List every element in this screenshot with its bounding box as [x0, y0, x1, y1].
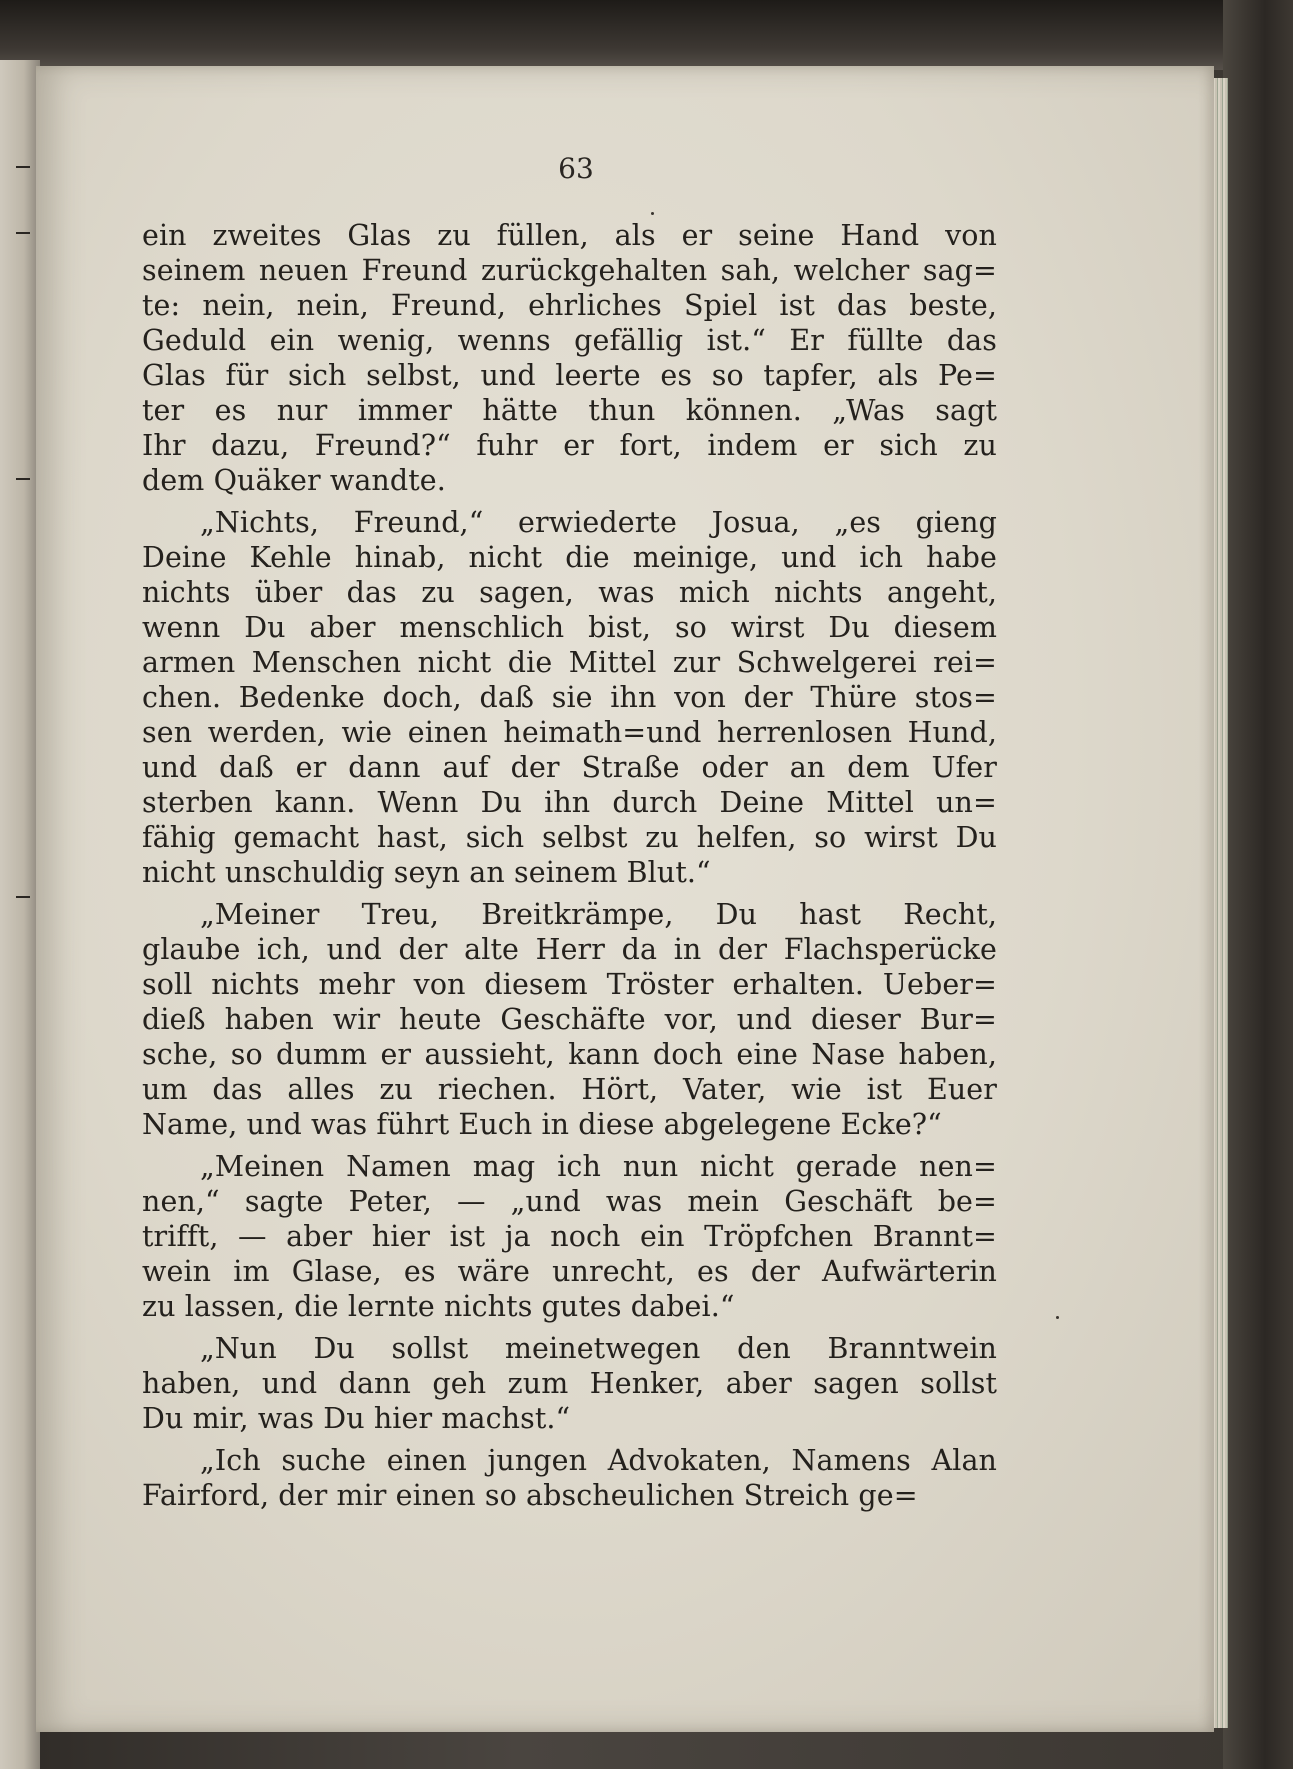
text-line: trifft, — aber hier ist ja noch ein Tröpfchen Brannt=	[142, 1220, 997, 1253]
binding-thread-mark	[16, 478, 30, 480]
paragraph-gap	[142, 498, 997, 505]
binding-thread-mark	[16, 166, 30, 168]
text-line: nicht unschuldig seyn an seinem Blut.“	[142, 856, 711, 889]
text-line: um das alles zu riechen. Hört, Vater, wie ist Euer	[142, 1073, 997, 1106]
paper-speck	[651, 212, 654, 215]
text-line: ter es nur immer hätte thun können. „Was sagt	[142, 394, 997, 427]
paragraph-gap	[142, 1142, 997, 1149]
text-line: haben, und dann geh zum Henker, aber sagen sollst	[142, 1367, 997, 1400]
text-line: dieß haben wir heute Geschäfte vor, und dieser Bur=	[142, 1003, 997, 1036]
text-line: Deine Kehle hinab, nicht die meinige, und ich habe	[142, 541, 997, 574]
paper-speck	[1056, 1316, 1059, 1319]
text-line: „Nichts, Freund,“ erwiederte Josua, „es gieng	[200, 506, 997, 539]
paragraph	[142, 1331, 997, 1436]
text-line: chen. Bedenke doch, daß sie ihn von der Thüre stos=	[142, 681, 997, 714]
text-line: fähig gemacht hast, sich selbst zu helfen, so wirst Du	[142, 821, 997, 854]
text-line: sen werden, wie einen heimath=und herrenlosen Hund,	[142, 716, 997, 749]
text-line: ein zweites Glas zu füllen, als er seine Hand von	[142, 219, 997, 252]
facing-page-edge	[0, 60, 40, 1769]
text-line: seinem neuen Freund zurückgehalten sah, welcher sag=	[142, 254, 997, 287]
binding-thread-mark	[16, 896, 30, 898]
paragraph-gap	[142, 890, 997, 897]
text-line: soll nichts mehr von diesem Tröster erhalten. Ueber=	[142, 968, 997, 1001]
text-line: „Meiner Treu, Breitkrämpe, Du hast Recht,	[200, 898, 997, 931]
text-line: „Ich suche einen jungen Advokaten, Namens Alan	[200, 1444, 997, 1477]
text-line: wenn Du aber menschlich bist, so wirst Du diesem	[142, 611, 997, 644]
paragraph-gap	[142, 1436, 997, 1443]
book-page	[36, 66, 1214, 1732]
text-line: Glas für sich selbst, und leerte es so tapfer, als Pe=	[142, 359, 997, 392]
text-line: „Meinen Namen mag ich nun nicht gerade nen=	[200, 1150, 997, 1183]
text-line: Du mir, was Du hier machst.“	[142, 1402, 571, 1435]
page-number: 63	[558, 152, 594, 185]
text-line: wein im Glase, es wäre unrecht, es der Aufwärterin	[142, 1255, 997, 1288]
paragraph	[142, 218, 997, 498]
paragraph-gap	[142, 1324, 997, 1331]
body-text	[142, 218, 997, 1513]
text-line: „Nun Du sollst meinetwegen den Branntwein	[200, 1332, 997, 1365]
text-line: und daß er dann auf der Straße oder an dem Ufer	[142, 751, 997, 784]
paragraph	[142, 1443, 997, 1513]
book-cover-right	[1223, 0, 1293, 1769]
text-line: dem Quäker wandte.	[142, 464, 446, 497]
paragraph	[142, 1149, 997, 1324]
text-line: sterben kann. Wenn Du ihn durch Deine Mittel un=	[142, 786, 997, 819]
text-line: nen,“ sagte Peter, — „und was mein Geschäft be=	[142, 1185, 997, 1218]
paragraph	[142, 897, 997, 1142]
paragraph	[142, 505, 997, 890]
text-line: Fairford, der mir einen so abscheulichen Streich ge=	[142, 1479, 918, 1512]
book-cover-top	[0, 0, 1293, 70]
text-line: sche, so dumm er aussieht, kann doch eine Nase haben,	[142, 1038, 997, 1071]
text-line: nichts über das zu sagen, was mich nichts angeht,	[142, 576, 997, 609]
text-line: Geduld ein wenig, wenns gefällig ist.“ Er füllte das	[142, 324, 997, 357]
text-line: Ihr dazu, Freund?“ fuhr er fort, indem er sich zu	[142, 429, 997, 462]
text-line: zu lassen, die lernte nichts gutes dabei.“	[142, 1290, 735, 1323]
binding-thread-mark	[16, 232, 30, 234]
text-line: Name, und was führt Euch in diese abgelegene Ecke?“	[142, 1108, 942, 1141]
text-line: armen Menschen nicht die Mittel zur Schwelgerei rei=	[142, 646, 997, 679]
text-line: te: nein, nein, Freund, ehrliches Spiel ist das beste,	[142, 289, 997, 322]
text-line: glaube ich, und der alte Herr da in der Flachsperücke	[142, 933, 997, 966]
